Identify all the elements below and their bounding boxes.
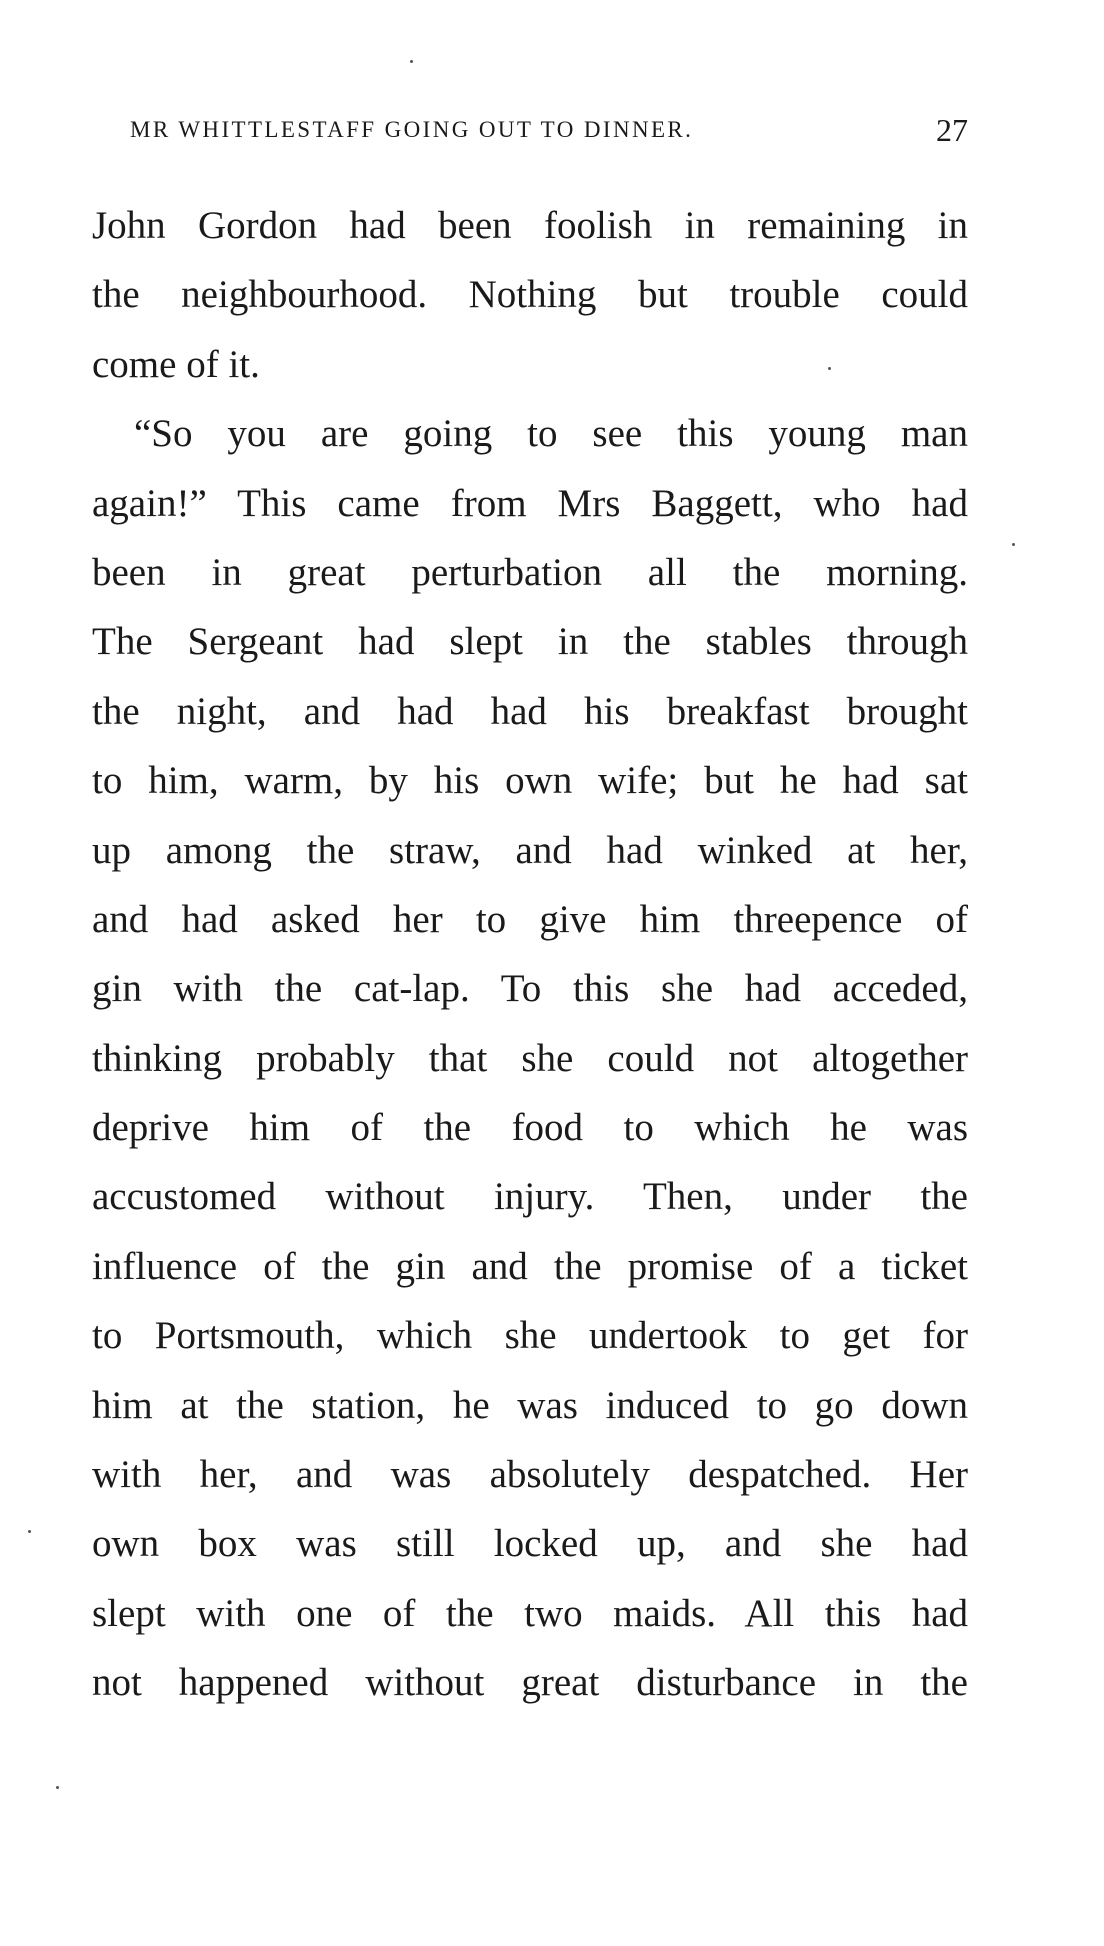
text-line: “So you are going to see this young man <box>134 412 968 456</box>
text-line: with her, and was absolutely despatched. Her <box>92 1453 968 1497</box>
text-line: come of it. <box>92 342 260 386</box>
paper-speck <box>1012 543 1015 546</box>
paper-speck <box>828 367 831 370</box>
text-line: the neighbourhood. Nothing but trouble could <box>92 273 968 317</box>
text-line: up among the straw, and had winked at her, <box>92 828 968 872</box>
text-line: influence of the gin and the promise of a ticket <box>92 1244 968 1288</box>
text-line: not happened without great disturbance in the <box>92 1661 968 1705</box>
page-number: 27 <box>936 112 968 148</box>
running-head-title: MR WHITTLESTAFF GOING OUT TO DINNER. <box>130 117 694 142</box>
text-line: accustomed without injury. Then, under the <box>92 1175 968 1219</box>
paper-speck <box>410 60 413 63</box>
text-line: to him, warm, by his own wife; but he had sat <box>92 759 968 803</box>
text-line: deprive him of the food to which he was <box>92 1106 968 1150</box>
text-line: The Sergeant had slept in the stables through <box>92 620 968 664</box>
body-text <box>92 191 968 1718</box>
text-line: slept with one of the two maids. All this had <box>92 1591 968 1635</box>
text-line: been in great perturbation all the morning. <box>92 550 968 594</box>
paper-speck <box>28 1530 31 1533</box>
text-line: own box was still locked up, and she had <box>92 1522 968 1566</box>
text-line: thinking probably that she could not altogether <box>92 1036 968 1080</box>
text-line: John Gordon had been foolish in remaining in <box>92 204 968 247</box>
text-line: gin with the cat-lap. To this she had acceded, <box>92 967 968 1011</box>
text-line: to Portsmouth, which she undertook to get for <box>92 1314 968 1358</box>
text-line: again!” This came from Mrs Baggett, who had <box>92 481 968 525</box>
text-line: and had asked her to give him threepence of <box>92 897 968 941</box>
paper-speck <box>56 1786 59 1789</box>
text-line: him at the station, he was induced to go down <box>92 1383 968 1427</box>
running-head <box>130 108 968 152</box>
text-line: the night, and had had his breakfast brought <box>92 689 968 733</box>
